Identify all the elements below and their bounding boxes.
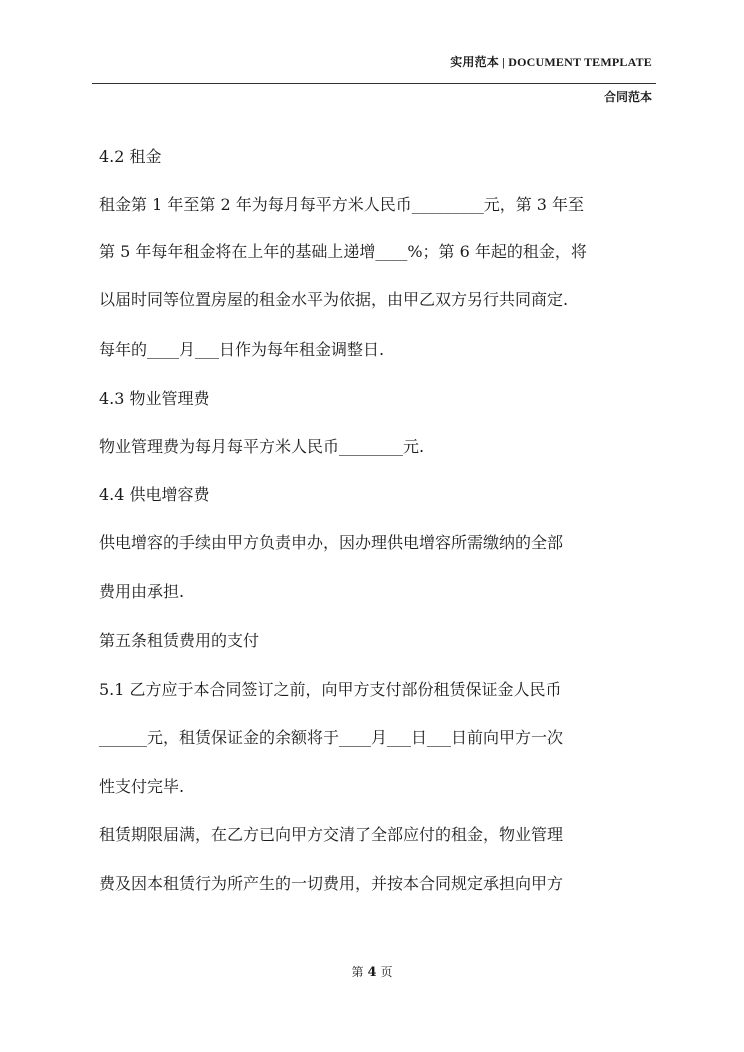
body-line: ______元，租赁保证金的余额将于____月___日___日前向甲方一次 xyxy=(99,728,564,747)
header-subtitle: 合同范本 xyxy=(603,90,652,104)
body-line: 供电增容的手续由甲方负责申办，因办理供电增容所需缴纳的全部 xyxy=(99,533,564,552)
body-line: 以届时同等位置房屋的租金水平为依据，由甲乙双方另行共同商定. xyxy=(99,290,569,309)
header-title: 实用范本 | DOCUMENT TEMPLATE xyxy=(450,55,652,69)
body-line: 租金第 1 年至第 2 年为每月每平方米人民币_________元，第 3 年至 xyxy=(99,195,585,214)
page-footer xyxy=(0,963,744,980)
body-line: 费用由承担. xyxy=(99,582,185,601)
body-line: 第 5 年每年租金将在上年的基础上递增____%；第 6 年起的租金，将 xyxy=(99,242,587,261)
body-line: 4.4 供电增容费 xyxy=(99,485,210,504)
header-divider xyxy=(92,83,656,84)
body-line: 4.3 物业管理费 xyxy=(99,389,210,408)
body-line: 性支付完毕. xyxy=(99,777,185,796)
footer-suffix: 页 xyxy=(380,965,393,979)
footer-prefix: 第 xyxy=(351,965,364,979)
body-line: 5.1 乙方应于本合同签订之前，向甲方支付部份租赁保证金人民币 xyxy=(99,680,562,699)
page-number: 4 xyxy=(367,965,377,980)
body-line: 费及因本租赁行为所产生的一切费用，并按本合同规定承担向甲方 xyxy=(99,874,564,893)
body-line: 第五条租赁费用的支付 xyxy=(99,631,260,650)
body-line: 租赁期限届满，在乙方已向甲方交清了全部应付的租金，物业管理 xyxy=(99,825,564,844)
body-line: 物业管理费为每月每平方米人民币________元. xyxy=(99,437,425,456)
body-line: 4.2 租金 xyxy=(99,147,162,166)
body-line: 每年的____月___日作为每年租金调整日. xyxy=(99,340,385,359)
